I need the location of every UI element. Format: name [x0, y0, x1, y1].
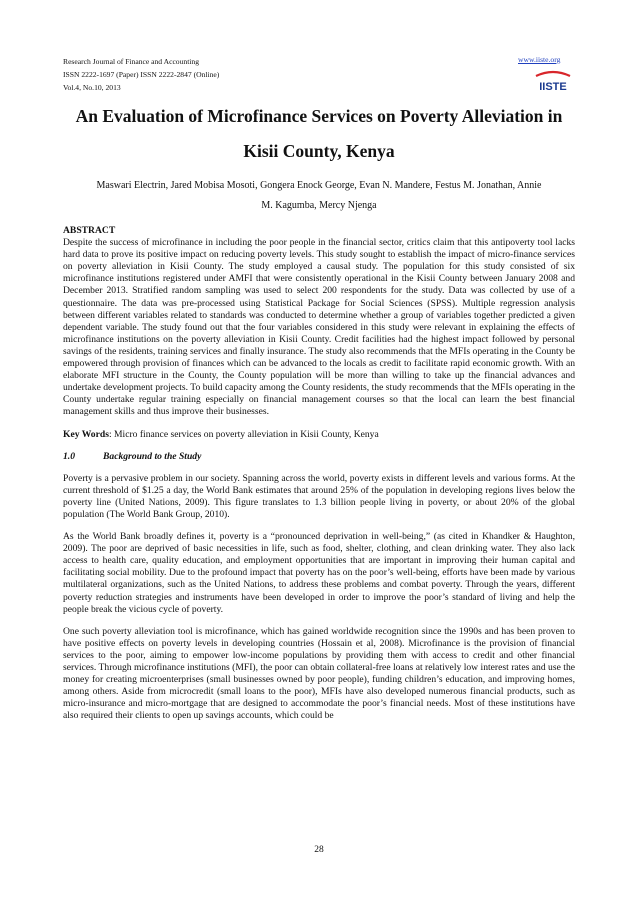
author-list-line-2: M. Kagumba, Mercy Njenga: [261, 200, 377, 211]
journal-issn: ISSN 2222-1697 (Paper) ISSN 2222-2847 (Online): [63, 70, 220, 79]
journal-volume: Vol.4, No.10, 2013: [63, 83, 121, 92]
paper-title-line-1: An Evaluation of Microfinance Services on Poverty Alleviation in: [75, 106, 563, 126]
author-list-line-1: Maswari Electrin, Jared Mobisa Mosoti, Gongera Enock George, Evan N. Mandere, Festus M. Jonathan, Annie: [96, 180, 542, 191]
keywords: [63, 429, 575, 441]
paper-title: [63, 99, 575, 169]
body-paragraph: One such poverty alleviation tool is microfinance, which has gained worldwide recognition since the 1990s and has been proven to have positive effects on poverty levels in developing countries (Hossain et al, 2008). Microfinance is the provision of financial services to the poor, aiming to empower low-income populations by providing them with access to credit and other financial services. Through microfinance institutions (MFI), the poor can obtain collateral-free loans at relatively low interest rates and use the money for creating microenterprises (small businesses owned by poor people), funding children’s education, and improving homes, among others. Aside from microcredit (small loans to the poor), MFIs have also developed numerous financial products, such as micro-insurance and micro-mortgage that are designed to accommodate the poor’s financial needs. Most of these institutions have also required their clients to open up savings accounts, which could be: [63, 625, 575, 722]
paper-body: [63, 225, 575, 732]
abstract: [63, 225, 575, 419]
body-paragraph: As the World Bank broadly defines it, poverty is a “pronounced deprivation in well-being,” (as cited in Khandker & Haughton, 2009). The poor are deprived of basic necessities in life, such as food, shelter, clothing, and clean drinking water. They also lack access to health care, quality education, and employment opportunities that are important in improving their human capital and facilitating social mobility. Due to the profound impact that poverty has on the poor’s well-being, efforts have been made by various multilateral organizations, such as the United Nations, to address these problems and combat poverty. Through the years, different poverty reduction strategies and instruments have been developed in order to improve the poor’s standard of living and help the people break the vicious cycle of poverty.: [63, 531, 575, 615]
iiste-logo: [532, 70, 574, 94]
page-number: 28: [314, 845, 324, 855]
body-paragraph: Poverty is a pervasive problem in our society. Spanning across the world, poverty exists in different levels and various forms. At the current threshold of $1.25 a day, the World Bank estimates that around 25% of the population in developing regions lives below the poverty line (United Nations, 2009). This figure translates to 1.3 billion people living in poverty, or about 20% of the global population (The World Bank Group, 2010).: [63, 472, 575, 520]
journal-url-link[interactable]: www.iiste.org: [518, 55, 561, 64]
abstract-heading: ABSTRACT: [63, 225, 116, 236]
section-heading: [63, 451, 575, 463]
author-list: [63, 176, 575, 216]
section-title: Background to the Study: [103, 450, 202, 462]
section-number: 1.0: [63, 450, 75, 462]
journal-header: [63, 55, 219, 94]
abstract-text: Despite the success of microfinance in including the poor people in the financial sector, critics claim that this antipoverty tool lacks hard data to prove its positive impact on reducing poverty levels. This study sought to establish the impact of micro-finance services on poverty alleviation in Kisii County. The study employed a causal study. The population for this study consisted of six microfinance institutions registered under AMFI that were consistently operational in the Kisii County between January 2008 and December 2013. Stratified random sampling was used to select 200 respondents for the study. Data was collected by use of a questionnaire. The data was pre-processed using Statistical Package for Social Sciences (SPSS). Multiple regression analysis between different variables related to standards was conducted to determine whether a group of variables together predicted a given dependent variable. The study found out that the four variables considered in this study were relevant in explaining the effects of microfinance institutions on the poverty alleviation in Kisii County. Credit facilities had the highest impact followed by personal savings of the residents, training services and finally insurance. The study also recommends that the MFIs operating in the County be empowered through provision of finances which can be advanced to the locals as credit to facilitate rapid economic growth. With an elaborate MFI structure in the County, the County population will be more than willing to take up the financial advances and undertake development projects. To build capacity among the County residents, the study recommends that the MFIs operating in the County undertake regular training especially on financial management courses so that the local can learn the best financial management skills and thus improve their businesses.: [63, 237, 575, 418]
logo-text: IISTE: [539, 81, 567, 93]
keywords-label: Key Words: [63, 428, 109, 440]
paper-title-line-2: Kisii County, Kenya: [243, 141, 395, 161]
journal-name: Research Journal of Finance and Accounting: [63, 57, 200, 66]
keywords-text: : Micro finance services on poverty alleviation in Kisii County, Kenya: [108, 428, 379, 440]
